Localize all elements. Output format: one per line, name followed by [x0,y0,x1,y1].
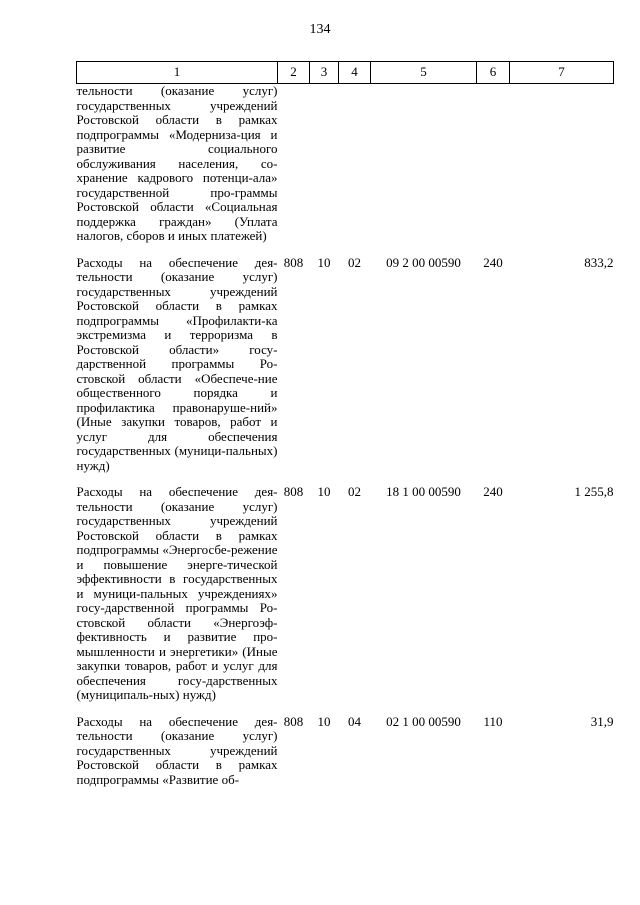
row-ministry-code [278,84,310,244]
row-amount [510,84,614,244]
row-ministry-code: 808 [283,254,304,270]
column-header: 3 [310,62,339,84]
row-target-article [371,84,477,244]
row-target-article: 09 2 00 00590 [386,254,461,270]
row-amount: 1 255,8 [574,484,614,499]
row-ministry-code: 808 [283,713,304,729]
column-header: 4 [339,62,371,84]
row-target-article: 02 1 00 00590 [386,713,461,729]
column-header: 2 [278,62,310,84]
row-ministry-code: 808 [283,484,304,499]
row-expense-type: 240 [483,254,503,270]
row-section: 10 [317,254,331,270]
page-number: 134 [309,22,331,37]
row-amount: 833,2 [584,254,614,270]
table-row [77,256,614,474]
row-section [310,84,339,244]
row-expense-type: 240 [483,484,503,499]
row-subsection: 02 [348,254,361,270]
row-section: 10 [317,713,331,729]
row-target-article: 18 1 00 00590 [386,484,461,499]
row-subsection: 02 [348,484,361,499]
table-row [77,84,614,244]
column-header: 5 [371,62,477,84]
row-expense-type: 110 [483,713,503,729]
row-expense-type [477,84,510,244]
budget-table [76,61,614,787]
row-description: Расходы на обеспечение дея-тельности (оказание услуг) государственных учреждений Ростовской области в рамках подпрограммы «Профилакти-ка экстремизма и терроризма в Ростовской области» госу-дарственной программы Ро-стовской области «Обеспече-ние общественного порядка и профилактика правонаруше-ний» (Иные закупки товаров, работ и услуг для обеспечения государственных (муници-пальных) нужд) [76,254,278,473]
column-header-row [77,62,614,84]
row-subsection [339,84,371,244]
row-description: тельности (оказание услуг) государственных учреждений Ростовской области в рамках подпрограммы «Модерниза-ция и развитие социального обслуживания населения, со-хранение кадрового потенци-ала» государственной про-граммы Ростовской области «Социальная поддержка граждан» (Уплата налогов, сборов и иных платежей) [76,83,278,243]
row-section: 10 [317,484,331,499]
row-description: Расходы на обеспечение дея-тельности (оказание услуг) государственных учреждений Ростовской области в рамках подпрограммы «Развитие об- [76,713,278,787]
row-amount: 31,9 [590,713,614,729]
table-row [77,715,614,788]
row-description: Расходы на обеспечение дея-тельности (оказание услуг) государственных учреждений Ростовской области в рамках подпрограммы «Энергосбе-режение и повышение энерге-тической эффективности в государственных и муници-пальных учреждениях» госу-дарственной программы Ро-стовской области «Энергоэф-фективность и развитие про-мышленности и энергетики» (Иные закупки товаров, работ и услуг для обеспечения госу-дарственных (муниципаль-ных) нужд) [76,484,278,702]
row-subsection: 04 [348,713,361,729]
column-header: 7 [510,62,614,84]
column-header: 6 [477,62,510,84]
column-header: 1 [77,62,278,84]
table-row [77,485,614,703]
